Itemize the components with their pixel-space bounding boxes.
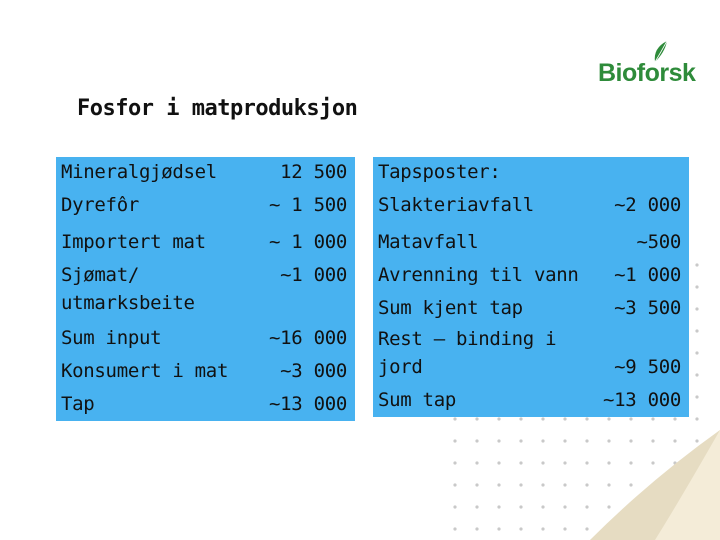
table-row (57, 386, 355, 421)
row-label: Slakteriavfall (374, 187, 582, 222)
row-label: Avrenning til vann (374, 257, 582, 290)
table-header-row (374, 158, 689, 187)
row-label: Importert mat (57, 222, 249, 257)
table-row (57, 353, 355, 386)
table-header: Tapsposter: (374, 158, 689, 187)
row-value: ~2 000 (582, 187, 689, 222)
table-row (57, 187, 355, 222)
table-row (374, 257, 689, 290)
table-row (374, 290, 689, 323)
row-value: ~1 000 (249, 257, 355, 324)
row-value: ~500 (582, 222, 689, 257)
row-value: ~13 000 (249, 386, 355, 421)
row-label: Tap (57, 386, 249, 421)
row-label: Sum input (57, 324, 249, 353)
logo-text: Bioforsk (598, 59, 696, 87)
row-value: ~ 1 500 (249, 187, 355, 222)
page-title: Fosfor i matproduksjon (77, 96, 358, 121)
table-row (374, 323, 689, 382)
row-label: Sum tap (374, 382, 582, 417)
loss-table (373, 157, 689, 417)
row-label: Sum kjent tap (374, 290, 582, 323)
row-value: ~ 1 000 (249, 222, 355, 257)
row-value: 12 500 (249, 158, 355, 187)
table-row (57, 158, 355, 187)
row-value: ~1 000 (582, 257, 689, 290)
row-label: Konsumert i mat (57, 353, 249, 386)
row-label: Matavfall (374, 222, 582, 257)
table-row (57, 324, 355, 353)
row-value: ~9 500 (582, 323, 689, 382)
input-table (56, 157, 355, 421)
row-label: Rest – binding i jord (374, 323, 582, 382)
row-label: Sjømat/ utmarksbeite (57, 257, 249, 324)
row-value: ~3 000 (249, 353, 355, 386)
table-row (374, 382, 689, 417)
row-value: ~3 500 (582, 290, 689, 323)
table-row (57, 257, 355, 324)
row-value: ~13 000 (582, 382, 689, 417)
table-row (374, 187, 689, 222)
table-row (57, 222, 355, 257)
table-row (374, 222, 689, 257)
row-label: Dyrefôr (57, 187, 249, 222)
row-label: Mineralgjødsel (57, 158, 249, 187)
row-value: ~16 000 (249, 324, 355, 353)
